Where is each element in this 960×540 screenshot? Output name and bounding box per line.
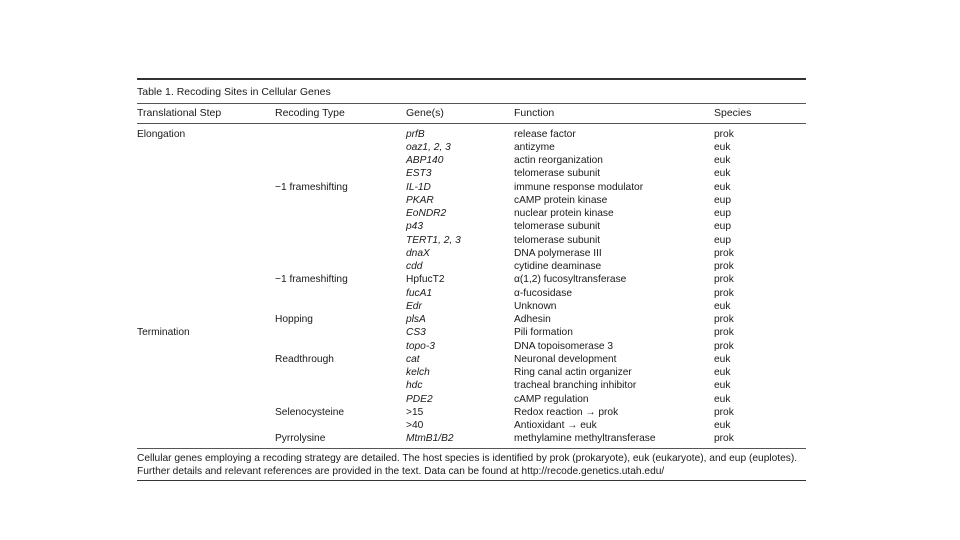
table-row <box>137 313 806 326</box>
header-genes: Gene(s) <box>406 106 444 119</box>
cell-function: cAMP protein kinase <box>514 194 608 206</box>
cell-gene: CS3 <box>406 327 426 339</box>
cell-translational-step <box>137 247 275 260</box>
cell-recoding-type <box>275 194 406 207</box>
cell-translational-step <box>137 207 275 220</box>
cell-recoding-type <box>275 326 406 339</box>
cell-species: prok <box>714 327 734 339</box>
cell-function: DNA polymerase III <box>514 247 602 259</box>
cell-function: release factor <box>514 128 576 140</box>
cell-species: prok <box>714 406 734 418</box>
table-row <box>137 419 806 432</box>
cell-gene: MtmB1/B2 <box>406 433 454 445</box>
cell-function: α-fucosidase <box>514 287 572 299</box>
cell-function: Adhesin <box>514 314 551 325</box>
cell-translational-step <box>137 194 275 207</box>
table-row <box>137 379 806 392</box>
table-row <box>137 128 806 141</box>
cell-recoding-type <box>275 167 406 180</box>
cell-recoding-type <box>275 393 406 406</box>
table-row <box>137 234 806 247</box>
cell-translational-step <box>137 220 275 233</box>
cell-function: α(1,2) fucosyltransferase <box>514 274 627 286</box>
cell-gene: PKAR <box>406 194 434 206</box>
table-row <box>137 326 806 339</box>
cell-gene: PDE2 <box>406 393 433 405</box>
table-row <box>137 366 806 379</box>
cell-recoding-type <box>275 154 406 167</box>
cell-translational-step <box>137 419 275 432</box>
cell-translational-step <box>137 273 275 286</box>
cell-translational-step <box>137 260 275 273</box>
cell-recoding-type <box>275 128 406 141</box>
table-row <box>137 207 806 220</box>
cell-recoding-type <box>275 207 406 220</box>
cell-species: prok <box>714 340 734 352</box>
cell-recoding-type: −1 frameshifting <box>275 181 348 193</box>
table-row <box>137 194 806 207</box>
cell-species: euk <box>714 367 731 378</box>
cell-translational-step <box>137 406 275 419</box>
cell-species: euk <box>714 141 731 153</box>
cell-species: prok <box>714 261 734 272</box>
cell-gene: cdd <box>406 261 423 272</box>
header-translational-step: Translational Step <box>137 106 222 119</box>
cell-recoding-type <box>275 379 406 392</box>
table-caption: Table 1. Recoding Sites in Cellular Genes <box>137 85 331 98</box>
cell-gene: IL-1D <box>406 181 431 193</box>
header-species: Species <box>714 106 752 119</box>
cell-translational-step <box>137 234 275 247</box>
cell-function: methylamine methyltransferase <box>514 433 656 445</box>
table-footnote: Cellular genes employing a recoding strategy are detailed. The host species is identified by prok (prokaryote), euk (eukaryote), and eup (euplotes). Further details and relevant references are provided in the text. Data can be found at http://recode.genetics.utah.edu/ <box>137 452 798 477</box>
table-row <box>137 141 806 154</box>
cell-species: prok <box>714 287 734 299</box>
header-function: Function <box>514 106 555 119</box>
cell-function: Redox reaction → prok <box>514 406 619 418</box>
cell-species: prok <box>714 128 734 140</box>
cell-species: prok <box>714 433 734 445</box>
cell-gene: >15 <box>406 406 424 418</box>
cell-function: DNA topoisomerase 3 <box>514 340 614 352</box>
cell-function: nuclear protein kinase <box>514 208 614 219</box>
table-row <box>137 220 806 233</box>
cell-translational-step: Termination <box>137 327 190 339</box>
cell-gene: p43 <box>406 221 423 233</box>
cell-translational-step <box>137 141 275 154</box>
cell-gene: ABP140 <box>406 155 444 166</box>
table-row <box>137 167 806 180</box>
cell-gene: plsA <box>406 314 426 325</box>
cell-function: Ring canal actin organizer <box>514 367 632 378</box>
cell-species: eup <box>714 208 731 219</box>
cell-translational-step <box>137 432 275 445</box>
cell-recoding-type <box>275 220 406 233</box>
cell-translational-step <box>137 287 275 300</box>
table-row <box>137 287 806 300</box>
cell-recoding-type <box>275 287 406 300</box>
table-row <box>137 181 806 194</box>
cell-recoding-type <box>275 247 406 260</box>
cell-species: prok <box>714 314 734 325</box>
cell-function: antizyme <box>514 141 555 153</box>
cell-translational-step <box>137 167 275 180</box>
cell-translational-step <box>137 379 275 392</box>
table-body <box>137 124 806 448</box>
cell-gene: EoNDR2 <box>406 208 447 219</box>
cell-gene: fucA1 <box>406 287 433 299</box>
cell-species: euk <box>714 420 731 431</box>
cell-function: Pili formation <box>514 327 573 339</box>
cell-species: prok <box>714 247 734 259</box>
table-row <box>137 300 806 313</box>
cell-species: eup <box>714 221 731 233</box>
cell-function: Antioxidant → euk <box>514 420 597 431</box>
cell-function: telomerase subunit <box>514 168 601 180</box>
cell-function: Neuronal development <box>514 353 617 365</box>
cell-gene: EST3 <box>406 168 432 180</box>
cell-recoding-type: Selenocysteine <box>275 406 345 418</box>
cell-function: cytidine deaminase <box>514 261 602 272</box>
cell-species: euk <box>714 393 731 405</box>
cell-species: euk <box>714 300 731 312</box>
cell-translational-step <box>137 300 275 313</box>
cell-translational-step <box>137 340 275 353</box>
table-row <box>137 432 806 445</box>
table-row <box>137 340 806 353</box>
recoding-table <box>137 78 806 481</box>
table-row <box>137 353 806 366</box>
cell-gene: oaz1, 2, 3 <box>406 141 451 153</box>
cell-species: eup <box>714 194 731 206</box>
cell-translational-step <box>137 181 275 194</box>
header-recoding-type: Recoding Type <box>275 106 345 119</box>
cell-recoding-type <box>275 300 406 313</box>
cell-function: Unknown <box>514 300 557 312</box>
cell-recoding-type <box>275 366 406 379</box>
cell-gene: Edr <box>406 300 422 312</box>
cell-recoding-type <box>275 234 406 247</box>
cell-gene: TERT1, 2, 3 <box>406 234 461 246</box>
cell-translational-step <box>137 366 275 379</box>
cell-gene: kelch <box>406 367 430 378</box>
cell-recoding-type <box>275 260 406 273</box>
cell-recoding-type: Readthrough <box>275 353 334 365</box>
cell-gene: hdc <box>406 380 423 392</box>
table-row <box>137 247 806 260</box>
cell-gene: topo-3 <box>406 340 435 352</box>
table-row <box>137 260 806 273</box>
cell-gene: prfB <box>406 128 425 140</box>
cell-gene: cat <box>406 353 420 365</box>
cell-recoding-type: Pyrrolysine <box>275 433 326 445</box>
cell-gene: >40 <box>406 420 424 431</box>
cell-species: euk <box>714 380 731 392</box>
cell-species: euk <box>714 181 731 193</box>
cell-species: euk <box>714 353 731 365</box>
bottom-rule <box>137 480 806 482</box>
table-row <box>137 406 806 419</box>
cell-translational-step <box>137 154 275 167</box>
cell-function: telomerase subunit <box>514 234 601 246</box>
cell-function: actin reorganization <box>514 155 603 166</box>
cell-translational-step <box>137 313 275 326</box>
cell-function: tracheal branching inhibitor <box>514 380 637 392</box>
cell-recoding-type <box>275 340 406 353</box>
cell-gene: dnaX <box>406 247 430 259</box>
cell-translational-step <box>137 393 275 406</box>
cell-function: telomerase subunit <box>514 221 601 233</box>
cell-translational-step <box>137 353 275 366</box>
cell-recoding-type <box>275 141 406 154</box>
cell-recoding-type <box>275 419 406 432</box>
cell-gene: HpfucT2 <box>406 274 445 286</box>
table-row <box>137 154 806 167</box>
cell-recoding-type: Hopping <box>275 314 313 325</box>
cell-function: cAMP regulation <box>514 393 589 405</box>
cell-translational-step: Elongation <box>137 128 186 140</box>
cell-function: immune response modulator <box>514 181 644 193</box>
table-row <box>137 273 806 286</box>
cell-species: eup <box>714 234 731 246</box>
table-row <box>137 393 806 406</box>
cell-species: prok <box>714 274 734 286</box>
table-header <box>137 104 806 123</box>
cell-recoding-type: −1 frameshifting <box>275 274 348 286</box>
cell-species: euk <box>714 168 731 180</box>
cell-species: euk <box>714 155 731 166</box>
